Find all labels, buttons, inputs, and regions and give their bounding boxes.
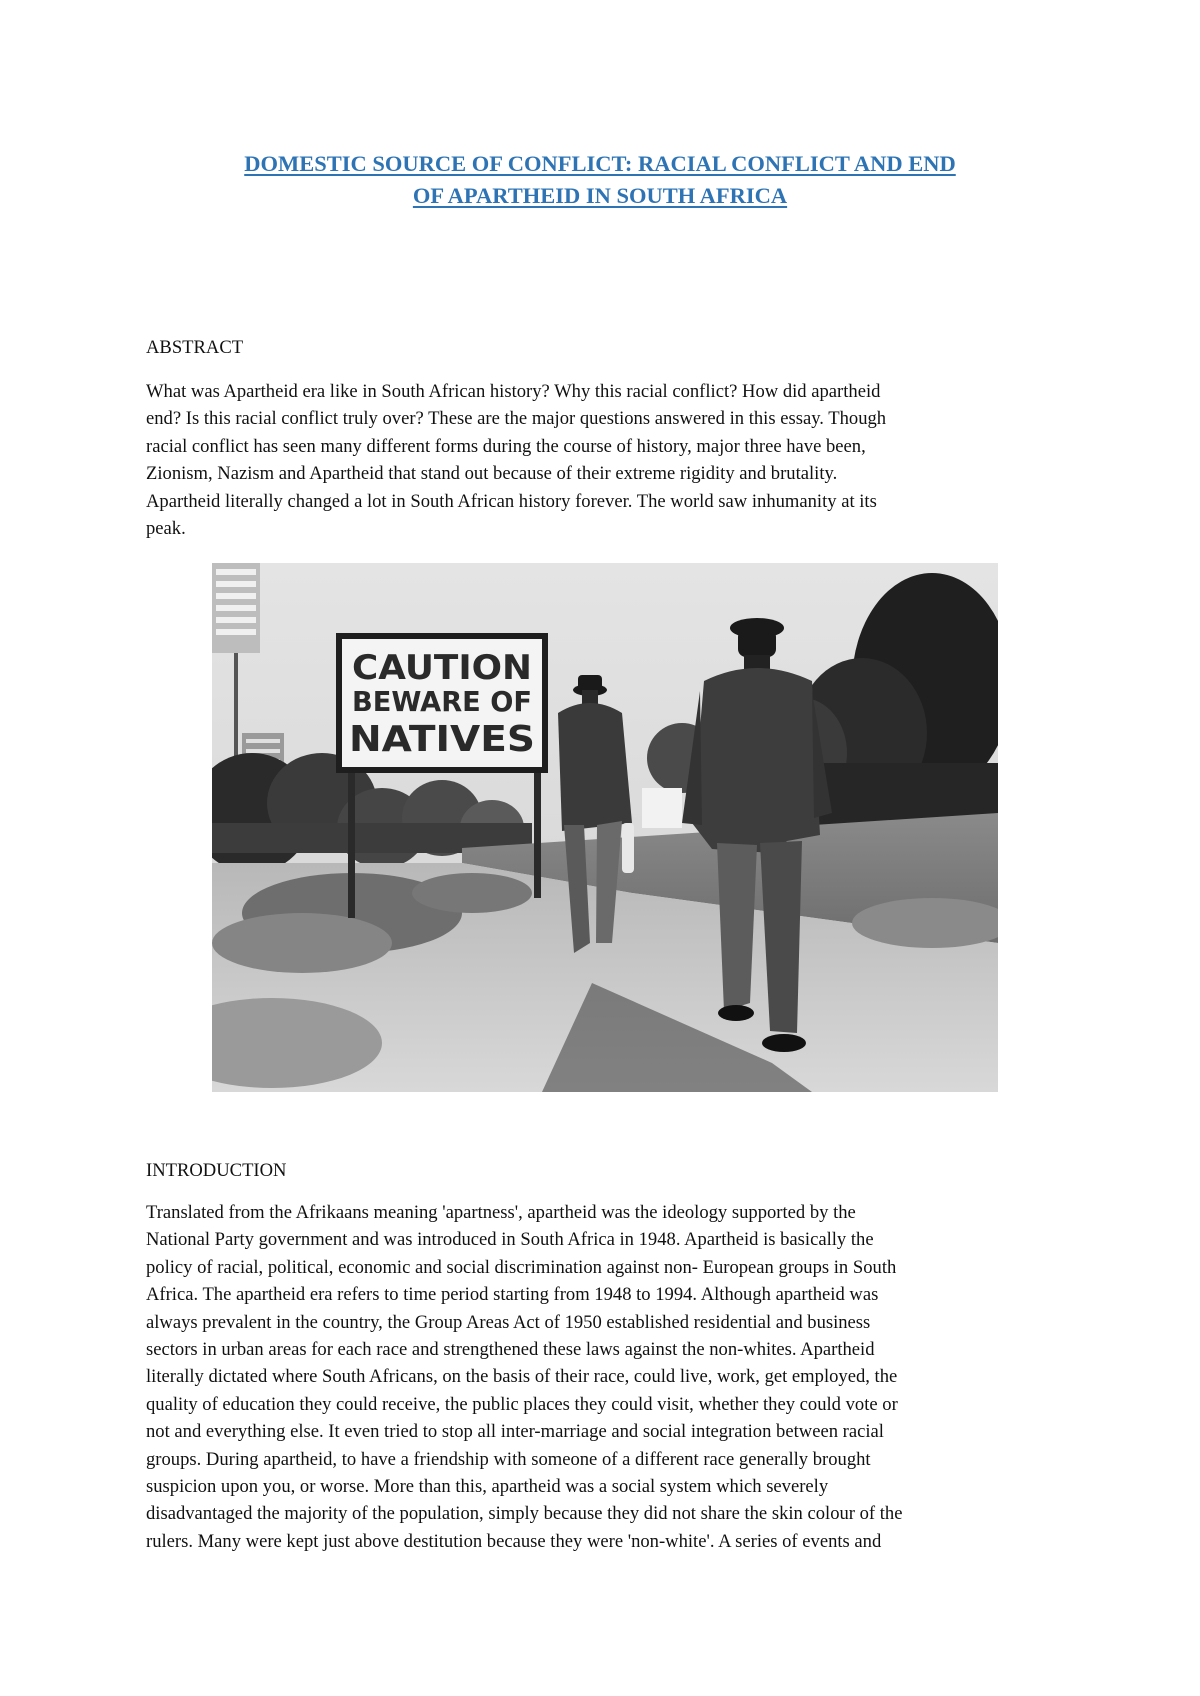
title-line-1: DOMESTIC SOURCE OF CONFLICT: RACIAL CONFLICT AND END	[244, 151, 956, 176]
warning-sign	[336, 633, 548, 773]
introduction-line: rulers. Many were kept just above destitution because they were 'non-white'. A series of events and	[146, 1530, 882, 1552]
sign-line-1: CAUTION	[352, 648, 532, 688]
document-title	[120, 148, 1080, 212]
introduction-line: groups. During apartheid, to have a friendship with someone of a different race generally brought	[146, 1448, 871, 1470]
abstract-line: end? Is this racial conflict truly over? These are the major questions answered in this essay. Though	[146, 408, 887, 430]
sign-line-3: NATIVES	[349, 719, 535, 760]
apartheid-photo-illustration	[212, 563, 998, 1092]
introduction-line: always prevalent in the country, the Group Areas Act of 1950 established residential and business	[146, 1311, 871, 1333]
introduction-paragraph	[146, 1199, 1066, 1555]
abstract-line: peak.	[146, 518, 186, 540]
introduction-line: Translated from the Afrikaans meaning 'apartness', apartheid was the ideology supported by the	[146, 1202, 856, 1223]
abstract-line: racial conflict has seen many different forms during the course of history, major three have been,	[146, 435, 866, 457]
introduction-line: National Party government and was introduced in South Africa in 1948. Apartheid is basically the	[146, 1229, 874, 1251]
abstract-line: Zionism, Nazism and Apartheid that stand out because of their extreme rigidity and brutality.	[146, 463, 838, 485]
introduction-line: quality of education they could receive, the public places they could visit, whether they could vote or	[146, 1393, 898, 1415]
introduction-line: Africa. The apartheid era refers to time period starting from 1948 to 1994. Although apartheid was	[146, 1284, 879, 1306]
introduction-line: sectors in urban areas for each race and strengthened these laws against the non-whites. Apartheid	[146, 1339, 875, 1361]
introduction-line: suspicion upon you, or worse. More than this, apartheid was a social system which severely	[146, 1476, 829, 1498]
introduction-line: literally dictated where South Africans, on the basis of their race, could live, work, get employed, the	[146, 1366, 898, 1388]
title-line-2: OF APARTHEID IN SOUTH AFRICA	[412, 183, 788, 208]
introduction-line: policy of racial, political, economic and social discrimination against non- European groups in South	[146, 1256, 897, 1278]
abstract-heading: ABSTRACT	[146, 337, 244, 358]
abstract-paragraph	[146, 378, 1066, 542]
sign-line-2: BEWARE OF	[352, 685, 532, 718]
introduction-line: not and everything else. It even tried to stop all inter-marriage and social integration between racial	[146, 1421, 884, 1443]
introduction-line: disadvantaged the majority of the population, simply because they did not share the skin colour of the	[146, 1503, 903, 1525]
introduction-heading: INTRODUCTION	[146, 1160, 287, 1181]
abstract-line: What was Apartheid era like in South African history? Why this racial conflict? How did apartheid	[146, 381, 881, 402]
apartheid-photo	[212, 563, 998, 1092]
abstract-line: Apartheid literally changed a lot in South African history forever. The world saw inhumanity at its	[146, 490, 877, 512]
